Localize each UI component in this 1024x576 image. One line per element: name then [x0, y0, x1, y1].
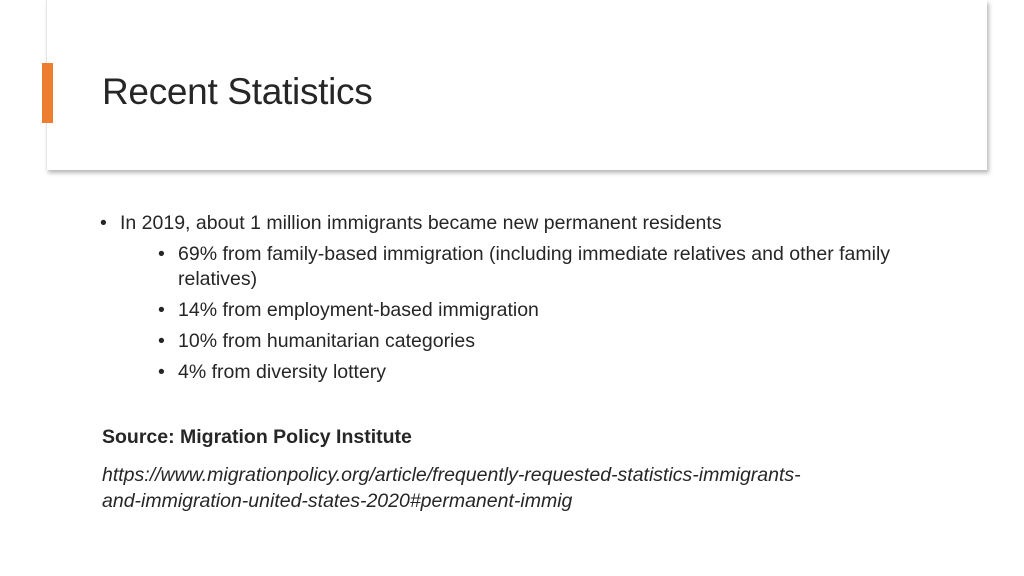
source-label: Source: Migration Policy Institute	[102, 426, 412, 448]
sub-bullet-humanitarian	[120, 329, 918, 354]
title-accent-bar	[42, 63, 53, 123]
sub-bullet-list	[120, 242, 920, 385]
bullet-list	[100, 211, 920, 385]
bullet-icon: •	[158, 299, 165, 321]
sub-bullet-text: 4% from diversity lottery	[178, 361, 387, 383]
bullet-icon: •	[158, 243, 165, 265]
sub-bullet-text: 14% from employment-based immigration	[178, 299, 539, 321]
sub-bullet-text: 10% from humanitarian categories	[178, 330, 475, 352]
sub-bullet-diversity	[120, 360, 918, 385]
bullet-icon: •	[100, 212, 107, 234]
sub-bullet-employment	[120, 298, 918, 323]
main-bullet	[100, 211, 920, 385]
source-url-line-1[interactable]: https://www.migrationpolicy.org/article/frequently-requested-statistics-immigrants-	[102, 464, 801, 486]
source-url-line-2[interactable]: and-immigration-united-states-2020#permanent-immig	[102, 490, 573, 512]
bullet-icon: •	[158, 361, 165, 383]
bullet-icon: •	[158, 330, 165, 352]
sub-bullet-text: 69% from family-based immigration (including immediate relatives and other family relatives)	[178, 243, 891, 290]
sub-bullet-family	[120, 242, 918, 292]
source-url[interactable]	[102, 462, 922, 514]
content-body	[100, 211, 920, 391]
main-bullet-text: In 2019, about 1 million immigrants became new permanent residents	[120, 212, 722, 234]
slide-title: Recent Statistics	[102, 71, 373, 112]
